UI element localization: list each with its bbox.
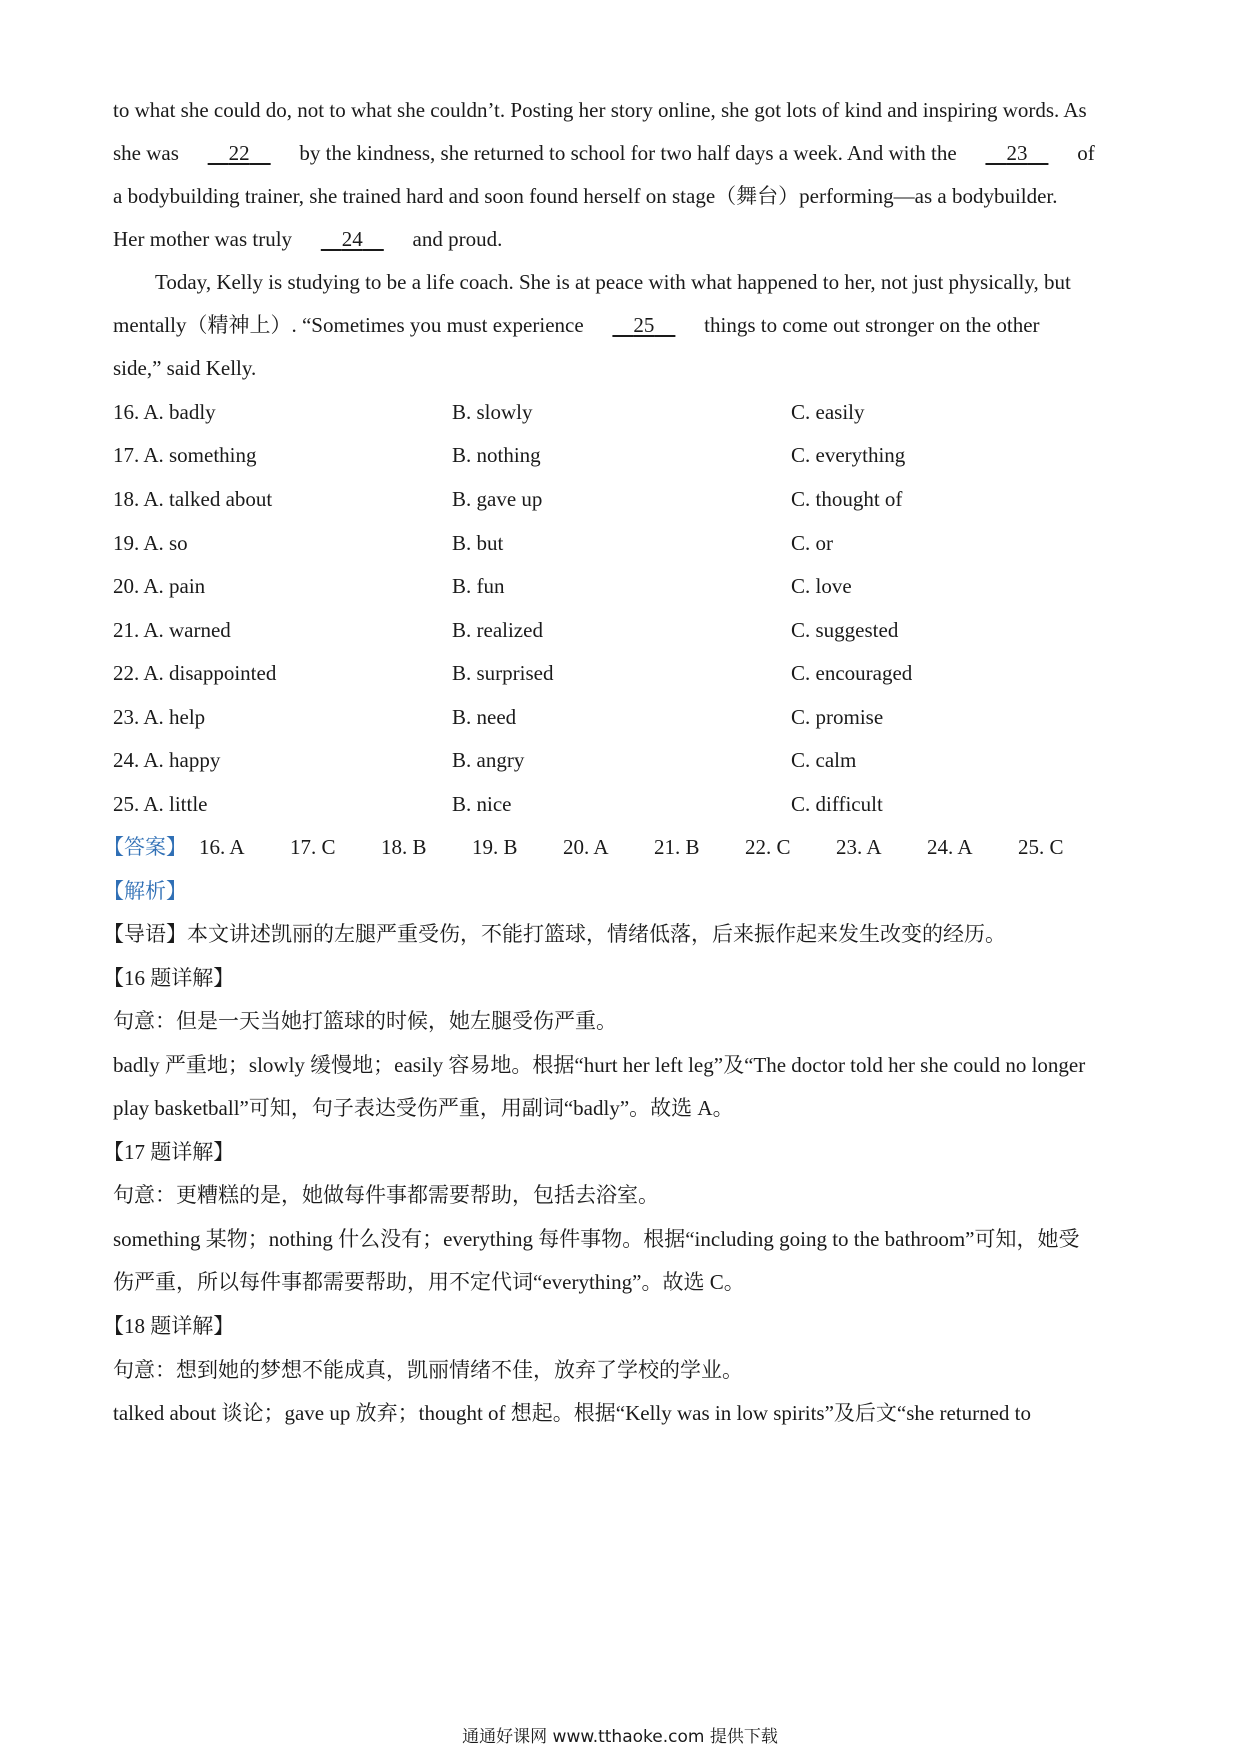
q18-title: 【18 题详解】 — [103, 1314, 235, 1338]
option-c: C. promise — [791, 705, 884, 729]
blank-22: 22 — [228, 141, 250, 165]
question-row — [113, 484, 1143, 514]
option-c: C. suggested — [791, 618, 899, 642]
passage-line — [113, 224, 502, 254]
option-a: 22. A. disappointed — [113, 661, 277, 685]
question-row — [113, 440, 1143, 470]
option-c: C. easily — [791, 400, 865, 424]
option-b: B. surprised — [452, 661, 554, 685]
passage-text: of — [1071, 141, 1095, 165]
question-row — [113, 571, 1143, 601]
option-b: B. gave up — [452, 487, 543, 511]
option-a: 25. A. little — [113, 792, 208, 816]
passage-line: to what she could do, not to what she couldn’t. Posting her story online, she got lots of kind and inspiring words. As — [113, 98, 1087, 122]
blank-25: 25 — [633, 313, 655, 337]
q16-title: 【16 题详解】 — [103, 966, 235, 990]
passage-text: Her mother was truly — [113, 227, 298, 251]
answer-label: 【答案】 — [103, 835, 187, 859]
option-a: 16. A. badly — [113, 400, 216, 424]
option-b: B. realized — [452, 618, 543, 642]
answer-item: 20. A — [563, 835, 609, 859]
answer-item: 19. B — [472, 835, 518, 859]
passage-text: mentally（精神上）. “Sometimes you must experience — [113, 313, 589, 337]
answer-item: 18. B — [381, 835, 427, 859]
passage-line: a bodybuilding trainer, she trained hard and soon found herself on stage（舞台）performing—as a bodybuilder. — [113, 184, 1058, 208]
question-row — [113, 702, 1143, 732]
passage-line: Today, Kelly is studying to be a life coach. She is at peace with what happened to her, not just physically, but — [155, 270, 1071, 294]
option-b: B. slowly — [452, 400, 533, 424]
answer-item: 22. C — [745, 835, 791, 859]
question-row — [113, 528, 1143, 558]
question-row — [113, 615, 1143, 645]
passage-text: by the kindness, she returned to school for two half days a week. And with the — [294, 141, 962, 165]
option-a: 24. A. happy — [113, 748, 221, 772]
option-c: C. love — [791, 574, 852, 598]
question-row — [113, 745, 1143, 775]
passage-line — [113, 310, 1040, 340]
option-a: 17. A. something — [113, 443, 257, 467]
option-c: C. everything — [791, 443, 906, 467]
option-b: B. need — [452, 705, 517, 729]
q16-explain: play basketball”可知，句子表达受伤严重，用副词“badly”。故选 A。 — [113, 1096, 734, 1120]
passage-line: side,” said Kelly. — [113, 356, 257, 380]
option-a: 23. A. help — [113, 705, 206, 729]
page-footer: 通通好课网 www.tthaoke.com 提供下载 — [462, 1727, 778, 1747]
q18-meaning: 句意：想到她的梦想不能成真，凯丽情绪不佳，放弃了学校的学业。 — [113, 1358, 743, 1382]
passage-text: things to come out stronger on the other — [698, 313, 1040, 337]
q17-title: 【17 题详解】 — [103, 1140, 235, 1164]
option-c: C. encouraged — [791, 661, 913, 685]
answer-item: 21. B — [654, 835, 700, 859]
q17-explain: 伤严重，所以每件事都需要帮助，用不定代词“everything”。故选 C。 — [113, 1270, 745, 1294]
option-a: 18. A. talked about — [113, 487, 273, 511]
q17-explain: something 某物；nothing 什么没有；everything 每件事物。根据“including going to the bathroom”可知，她受 — [113, 1227, 1080, 1251]
option-b: B. fun — [452, 574, 505, 598]
option-a: 20. A. pain — [113, 574, 206, 598]
answer-item: 24. A — [927, 835, 973, 859]
option-c: C. difficult — [791, 792, 883, 816]
option-b: B. but — [452, 531, 504, 555]
analysis-guide: 【导语】本文讲述凯丽的左腿严重受伤，不能打篮球，情绪低落，后来振作起来发生改变的经历。 — [103, 922, 1006, 946]
option-b: B. angry — [452, 748, 525, 772]
answer-item: 23. A — [836, 835, 882, 859]
passage-text: and proud. — [407, 227, 503, 251]
question-row — [113, 789, 1143, 819]
option-b: B. nothing — [452, 443, 541, 467]
answer-row — [103, 832, 1143, 862]
option-a: 21. A. warned — [113, 618, 231, 642]
analysis-label: 【解析】 — [103, 879, 187, 903]
q16-explain: badly 严重地；slowly 缓慢地；easily 容易地。根据“hurt her left leg”及“The doctor told her she could no longer — [113, 1053, 1086, 1077]
answer-item: 16. A — [199, 835, 245, 859]
option-b: B. nice — [452, 792, 512, 816]
passage-line — [113, 138, 1095, 168]
blank-24: 24 — [341, 227, 363, 251]
answer-item: 17. C — [290, 835, 336, 859]
option-c: C. thought of — [791, 487, 903, 511]
option-c: C. calm — [791, 748, 857, 772]
option-a: 19. A. so — [113, 531, 188, 555]
question-row — [113, 397, 1143, 427]
question-row — [113, 658, 1143, 688]
q18-explain: talked about 谈论；gave up 放弃；thought of 想起。根据“Kelly was in low spirits”及后文“she returned to — [113, 1401, 1032, 1425]
passage-text: she was — [113, 141, 185, 165]
blank-23: 23 — [1006, 141, 1028, 165]
option-c: C. or — [791, 531, 833, 555]
answer-item: 25. C — [1018, 835, 1064, 859]
q16-meaning: 句意：但是一天当她打篮球的时候，她左腿受伤严重。 — [113, 1009, 617, 1033]
q17-meaning: 句意：更糟糕的是，她做每件事都需要帮助，包括去浴室。 — [113, 1183, 659, 1207]
